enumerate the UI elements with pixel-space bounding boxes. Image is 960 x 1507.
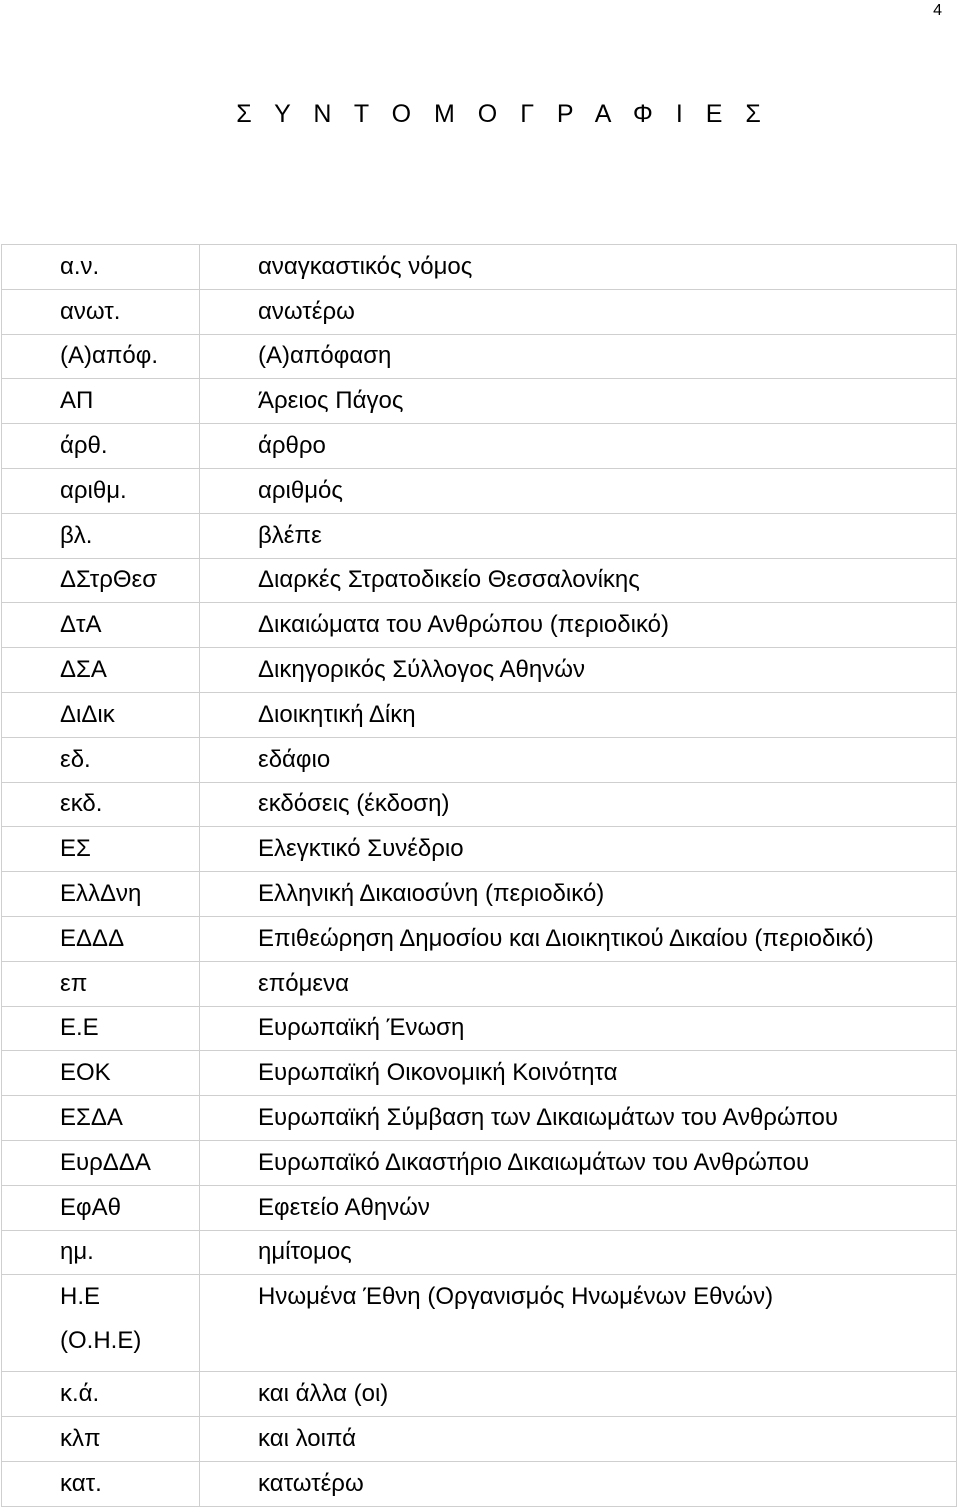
abbreviation: ΕυρΔΔΑ	[2, 1140, 200, 1185]
meaning: Διοικητική Δίκη	[200, 692, 957, 737]
abbreviation: βλ.	[2, 513, 200, 558]
meaning: Ευρωπαϊκή Ένωση	[200, 1006, 957, 1051]
page-title: Σ Υ Ν Τ Ο Μ Ο Γ Ρ Α Φ Ι Ε Σ	[236, 100, 769, 128]
meaning: Δικηγορικός Σύλλογος Αθηνών	[200, 648, 957, 693]
table-row	[2, 1461, 957, 1506]
table-row	[2, 916, 957, 961]
meaning: Ελληνική Δικαιοσύνη (περιοδικό)	[200, 872, 957, 917]
abbreviation: ΔτΑ	[2, 603, 200, 648]
meaning: Ευρωπαϊκό Δικαστήριο Δικαιωμάτων του Ανθρώπου	[200, 1140, 957, 1185]
table-row	[2, 648, 957, 693]
meaning: Δικαιώματα του Ανθρώπου (περιοδικό)	[200, 603, 957, 648]
abbreviation: Ε.Ε	[2, 1006, 200, 1051]
table-row	[2, 1275, 957, 1372]
abbreviation: ΕΟΚ	[2, 1051, 200, 1096]
table-row	[2, 782, 957, 827]
table-row	[2, 558, 957, 603]
abbreviation: ΕΔΔΔ	[2, 916, 200, 961]
table-row	[2, 424, 957, 469]
abbreviation: κ.ά.	[2, 1372, 200, 1417]
abbreviation: ΕλλΔνη	[2, 872, 200, 917]
table-row	[2, 872, 957, 917]
abbreviation: ΕΣ	[2, 827, 200, 872]
table-row	[2, 692, 957, 737]
abbreviation-cell	[2, 1275, 200, 1372]
table-row	[2, 245, 957, 290]
abbreviation: εκδ.	[2, 782, 200, 827]
abbreviation: ΔΣτρΘεσ	[2, 558, 200, 603]
meaning: (Α)απόφαση	[200, 334, 957, 379]
abbreviation: αριθμ.	[2, 468, 200, 513]
abbreviation: α.ν.	[2, 245, 200, 290]
meaning: Ευρωπαϊκή Οικονομική Κοινότητα	[200, 1051, 957, 1096]
meaning: Ευρωπαϊκή Σύμβαση των Δικαιωμάτων του Ανθρώπου	[200, 1096, 957, 1141]
meaning: και άλλα (οι)	[200, 1372, 957, 1417]
table-row	[2, 1230, 957, 1275]
meaning: Επιθεώρηση Δημοσίου και Διοικητικού Δικαίου (περιοδικό)	[200, 916, 957, 961]
abbreviation: επ	[2, 961, 200, 1006]
abbreviation: Η.Ε	[60, 1283, 101, 1311]
table-row	[2, 1006, 957, 1051]
table-row	[2, 1372, 957, 1417]
meaning: και λοιπά	[200, 1417, 957, 1462]
abbreviation: ΑΠ	[2, 379, 200, 424]
table-row	[2, 737, 957, 782]
abbreviation: ΕφΑθ	[2, 1185, 200, 1230]
meaning: Ηνωμένα Έθνη (Οργανισμός Ηνωμένων Εθνών)	[200, 1275, 957, 1372]
table-row	[2, 379, 957, 424]
table-row	[2, 513, 957, 558]
abbreviation: άρθ.	[2, 424, 200, 469]
meaning: εδάφιο	[200, 737, 957, 782]
page-number: 4	[933, 2, 942, 19]
meaning: αναγκαστικός νόμος	[200, 245, 957, 290]
meaning: Διαρκές Στρατοδικείο Θεσσαλονίκης	[200, 558, 957, 603]
meaning: αριθμός	[200, 468, 957, 513]
table-row	[2, 603, 957, 648]
abbreviation: ΔιΔικ	[2, 692, 200, 737]
table-row	[2, 1417, 957, 1462]
meaning: Άρειος Πάγος	[200, 379, 957, 424]
meaning: επόμενα	[200, 961, 957, 1006]
abbreviation: ημ.	[2, 1230, 200, 1275]
table-row	[2, 468, 957, 513]
meaning: κατωτέρω	[200, 1461, 957, 1506]
table-row	[2, 334, 957, 379]
abbreviation: ΔΣΑ	[2, 648, 200, 693]
table-row	[2, 1096, 957, 1141]
abbreviation: κατ.	[2, 1461, 200, 1506]
abbreviation: ΕΣΔΑ	[2, 1096, 200, 1141]
abbreviation: (Α)απόφ.	[2, 334, 200, 379]
meaning: Ελεγκτικό Συνέδριο	[200, 827, 957, 872]
abbreviation-alt: (Ο.Η.Ε)	[60, 1327, 142, 1355]
meaning: ημίτομος	[200, 1230, 957, 1275]
meaning: βλέπε	[200, 513, 957, 558]
abbreviations-table	[1, 244, 957, 1507]
abbreviation: κλπ	[2, 1417, 200, 1462]
meaning: εκδόσεις (έκδοση)	[200, 782, 957, 827]
table-row	[2, 289, 957, 334]
meaning: Εφετείο Αθηνών	[200, 1185, 957, 1230]
abbreviation: εδ.	[2, 737, 200, 782]
table-row	[2, 1140, 957, 1185]
table-row	[2, 1051, 957, 1096]
table-row	[2, 961, 957, 1006]
table-row	[2, 1185, 957, 1230]
abbreviation: ανωτ.	[2, 289, 200, 334]
table-row	[2, 827, 957, 872]
meaning: άρθρο	[200, 424, 957, 469]
meaning: ανωτέρω	[200, 289, 957, 334]
